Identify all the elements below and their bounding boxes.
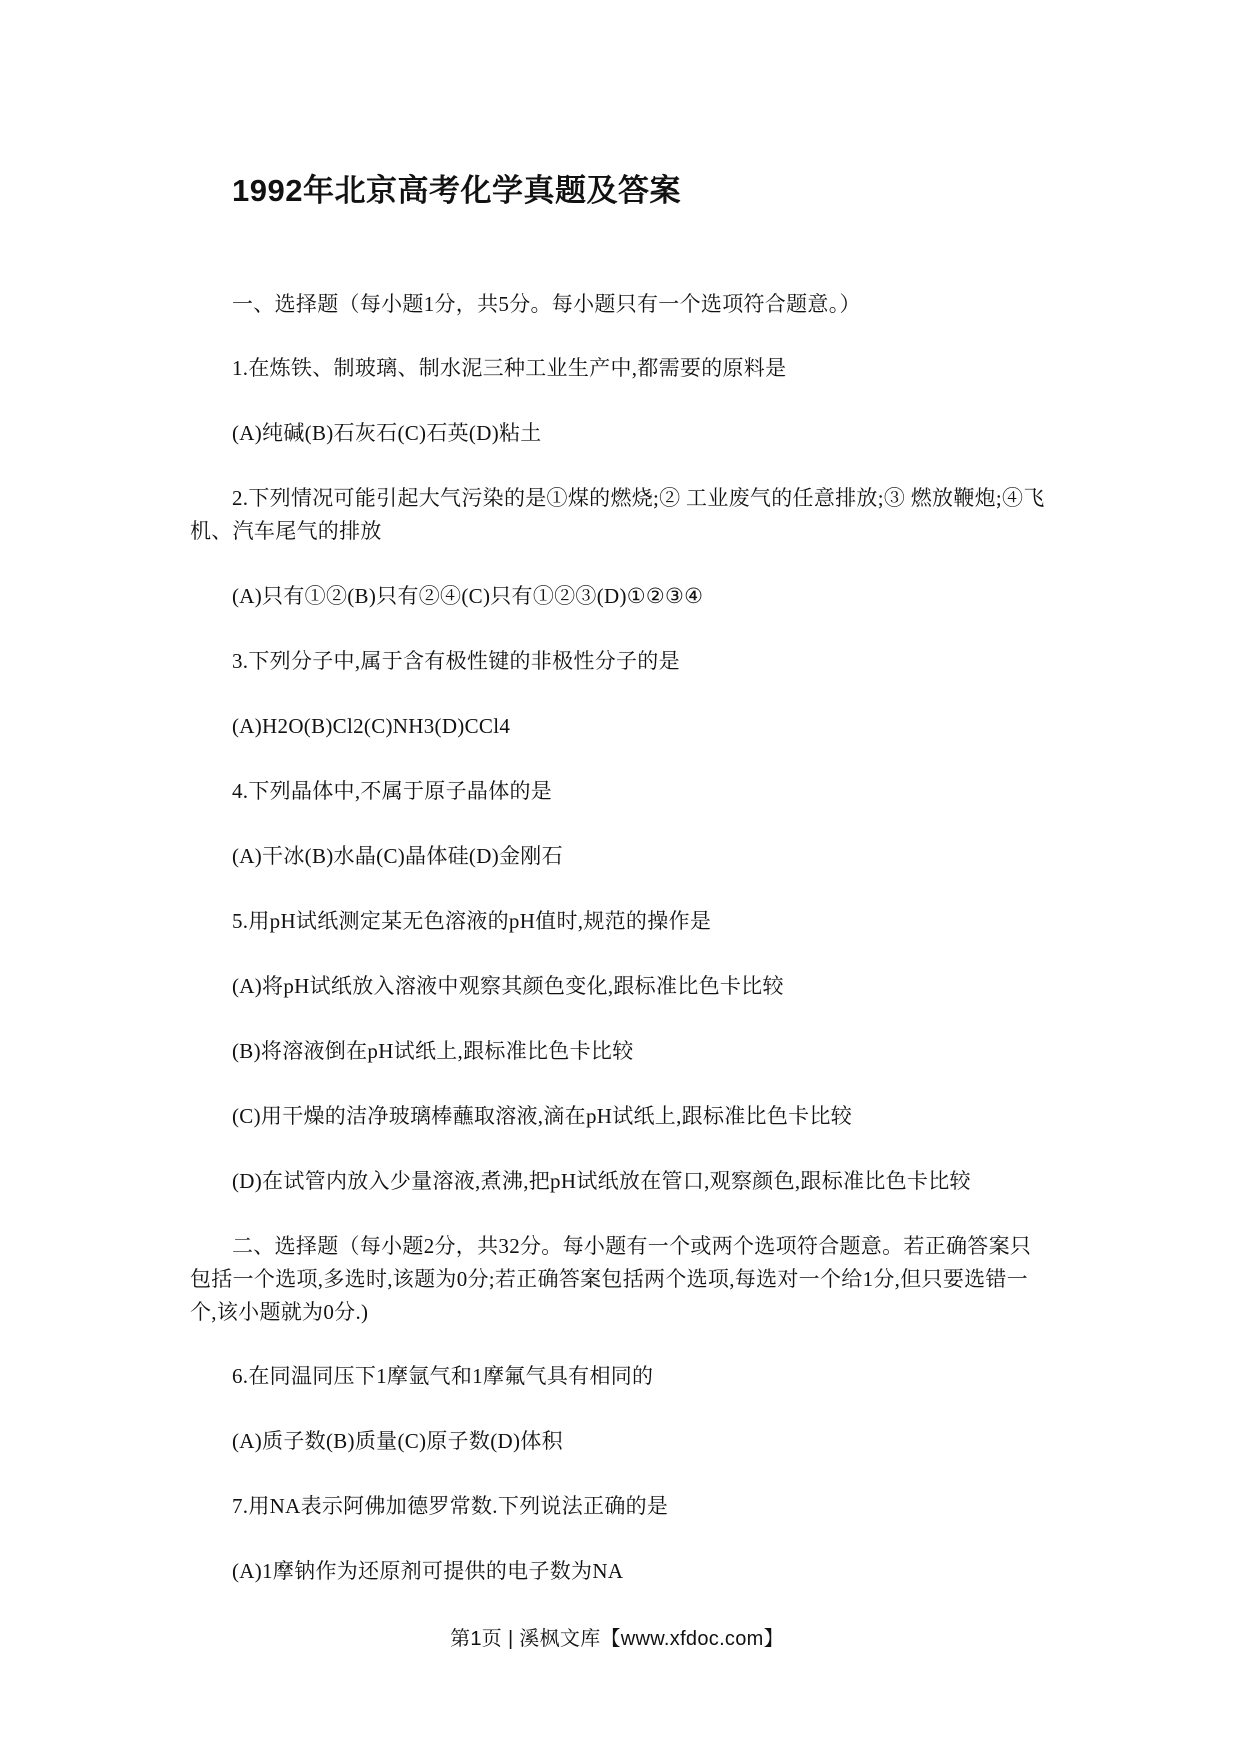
question-2: 2.下列情况可能引起大气污染的是①煤的燃烧;② 工业废气的任意排放;③ 燃放鞭炮;④飞机、汽车尾气的排放 [190, 486, 1045, 543]
question-5: 5.用pH试纸测定某无色溶液的pH值时,规范的操作是 [232, 909, 712, 933]
question-7: 7.用NA表示阿佛加德罗常数.下列说法正确的是 [232, 1494, 669, 1518]
question-5-option-a: (A)将pH试纸放入溶液中观察其颜色变化,跟标准比色卡比较 [232, 974, 784, 998]
page-title: 1992年北京高考化学真题及答案 [232, 173, 681, 208]
question-5-option-c: (C)用干燥的洁净玻璃棒蘸取溶液,滴在pH试纸上,跟标准比色卡比较 [232, 1104, 853, 1128]
question-3-options: (A)H2O(B)Cl2(C)NH3(D)CCl4 [232, 714, 511, 738]
question-6: 6.在同温同压下1摩氩气和1摩氟气具有相同的 [232, 1364, 654, 1388]
page-footer: 第1页 | 溪枫文库【www.xfdoc.com】 [450, 1628, 784, 1650]
question-3: 3.下列分子中,属于含有极性键的非极性分子的是 [232, 649, 680, 673]
question-5-option-b: (B)将溶液倒在pH试纸上,跟标准比色卡比较 [232, 1039, 634, 1063]
question-6-options: (A)质子数(B)质量(C)原子数(D)体积 [232, 1429, 563, 1453]
section-heading-2: 二、选择题（每小题2分，共32分。每小题有一个或两个选项符合题意。若正确答案只包括一个选项,多选时,该题为0分;若正确答案包括两个选项,每选对一个给1分,但只要选错一个,该小题就为0分.) [190, 1234, 1032, 1324]
question-4-options: (A)干冰(B)水晶(C)晶体硅(D)金刚石 [232, 844, 563, 868]
question-2-options: (A)只有①②(B)只有②④(C)只有①②③(D)①②③④ [232, 584, 704, 608]
question-1-options: (A)纯碱(B)石灰石(C)石英(D)粘土 [232, 421, 542, 445]
question-7-option-a: (A)1摩钠作为还原剂可提供的电子数为NA [232, 1559, 624, 1583]
question-5-option-d: (D)在试管内放入少量溶液,煮沸,把pH试纸放在管口,观察颜色,跟标准比色卡比较 [232, 1169, 971, 1193]
question-4: 4.下列晶体中,不属于原子晶体的是 [232, 779, 553, 803]
document-body [190, 288, 1050, 1620]
section-heading-1: 一、选择题（每小题1分，共5分。每小题只有一个选项符合题意。） [232, 292, 861, 316]
question-1: 1.在炼铁、制玻璃、制水泥三种工业生产中,都需要的原料是 [232, 356, 787, 380]
